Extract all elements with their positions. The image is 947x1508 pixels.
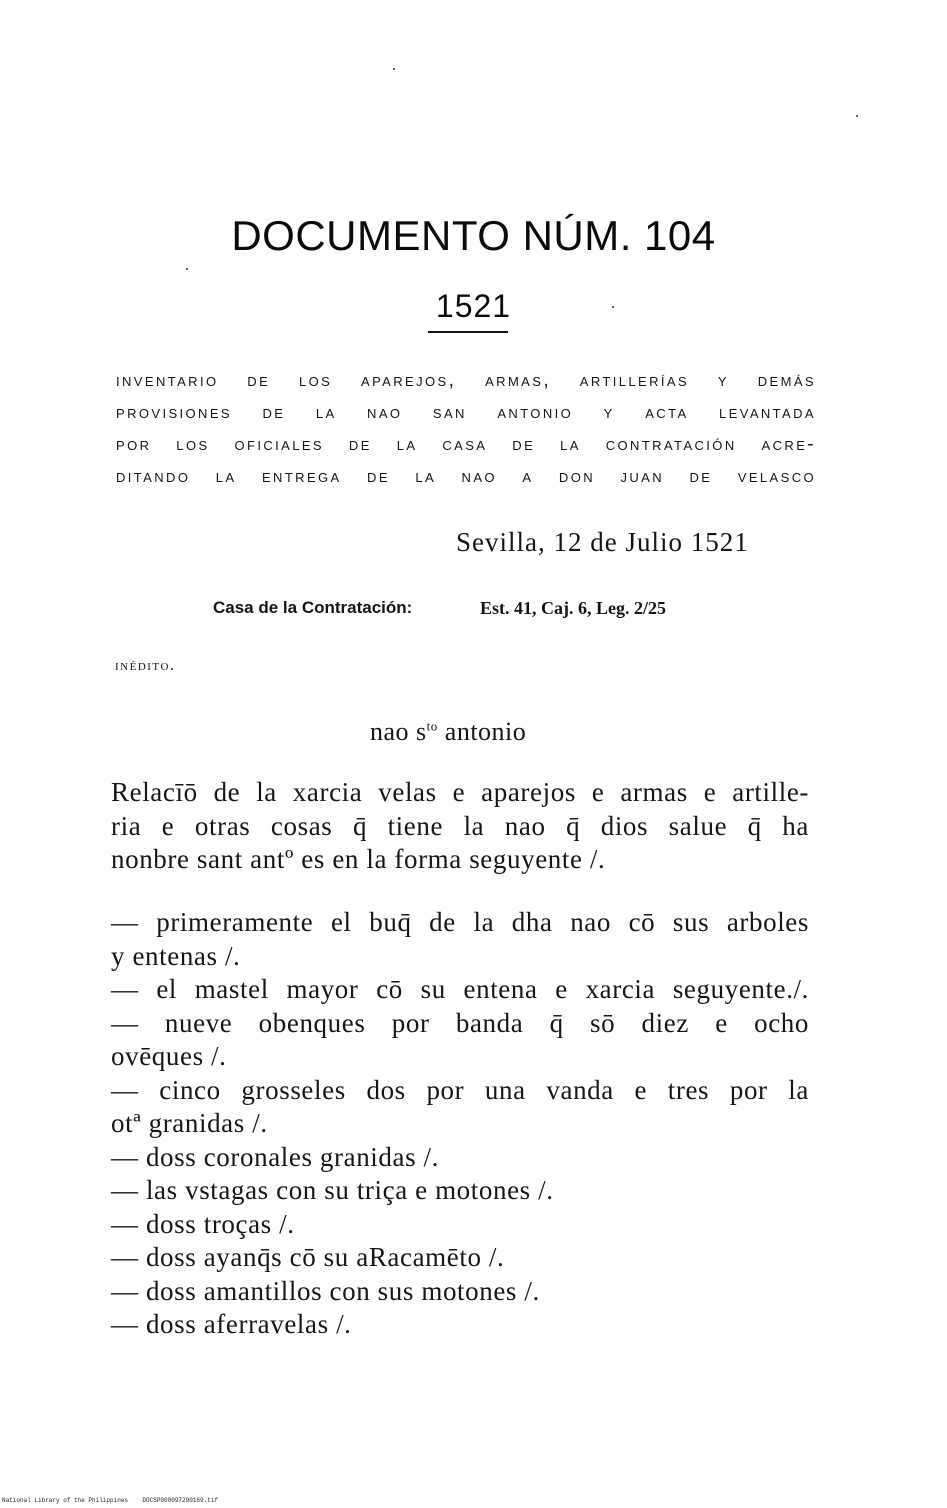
publication-status: inédito.: [115, 657, 176, 674]
intro-line: Relacīō de la xarcia velas e aparejos e armas e artille-: [111, 777, 809, 807]
scan-speck: [856, 115, 858, 117]
ship-heading-suffix: antonio: [437, 717, 527, 746]
ship-heading-prefix: nao s: [370, 717, 427, 746]
inventory-line: — doss troças /.: [111, 1208, 295, 1239]
inventory-line: ovēques /.: [111, 1041, 227, 1071]
year-underline: [428, 331, 508, 333]
archive-name: Casa de la Contratación:: [213, 598, 413, 617]
inventory-line: — las vstagas con su triça e motones /.: [111, 1175, 554, 1205]
archive-reference: Est. 41, Caj. 6, Leg. 2/25: [480, 598, 666, 618]
inventory-list: [111, 906, 809, 1342]
summary-line: por los oficiales de la casa de la contratación acre-: [116, 434, 816, 455]
inventory-line: — el mastel mayor cō su entena e xarcia seguyente./.: [111, 974, 809, 1004]
inventory-line: — nueve obenques por banda q̄ sō diez e ocho: [111, 1007, 809, 1038]
inventory-line: — doss amantillos con sus motones /.: [111, 1275, 540, 1306]
summary-line: inventario de los aparejos, armas, artillerías y demás: [116, 370, 816, 391]
scan-speck: [186, 268, 188, 270]
inventory-line: y entenas /.: [111, 940, 241, 971]
ship-heading-superscript: to: [426, 718, 438, 734]
scan-footer: National Library of the Philippines DOCSP000097290169.tif: [2, 1497, 219, 1504]
summary-line: provisiones de la nao san antonio y acta levantada: [116, 402, 816, 423]
inventory-line: otª granidas /.: [111, 1108, 268, 1138]
inventory-line: — primeramente el buq̄ de la dha nao cō sus arboles: [111, 907, 809, 937]
inventory-line: — cinco grosseles dos por una vanda e tres por la: [111, 1074, 809, 1105]
archive-source: [213, 598, 666, 618]
document-title: DOCUMENTO NÚM. 104: [231, 212, 716, 259]
inventory-line: — doss aferravelas /.: [111, 1309, 352, 1339]
ship-heading: [370, 717, 526, 747]
document-summary: [116, 365, 816, 493]
intro-line: nonbre sant antº es en la forma seguyente /.: [111, 844, 606, 874]
summary-line: ditando la entrega de la nao a don juan de velasco: [116, 466, 816, 487]
inventory-line: — doss ayanq̄s cō su aRacamēto /.: [111, 1242, 505, 1272]
document-year: 1521: [435, 288, 512, 324]
inventory-line: — doss coronales granidas /.: [111, 1141, 439, 1172]
dateline: Sevilla, 12 de Julio 1521: [456, 527, 749, 557]
intro-paragraph: [111, 776, 809, 877]
scan-speck: [393, 68, 395, 70]
intro-line: ria e otras cosas q̄ tiene la nao q̄ dios salue q̄ ha: [111, 810, 809, 841]
